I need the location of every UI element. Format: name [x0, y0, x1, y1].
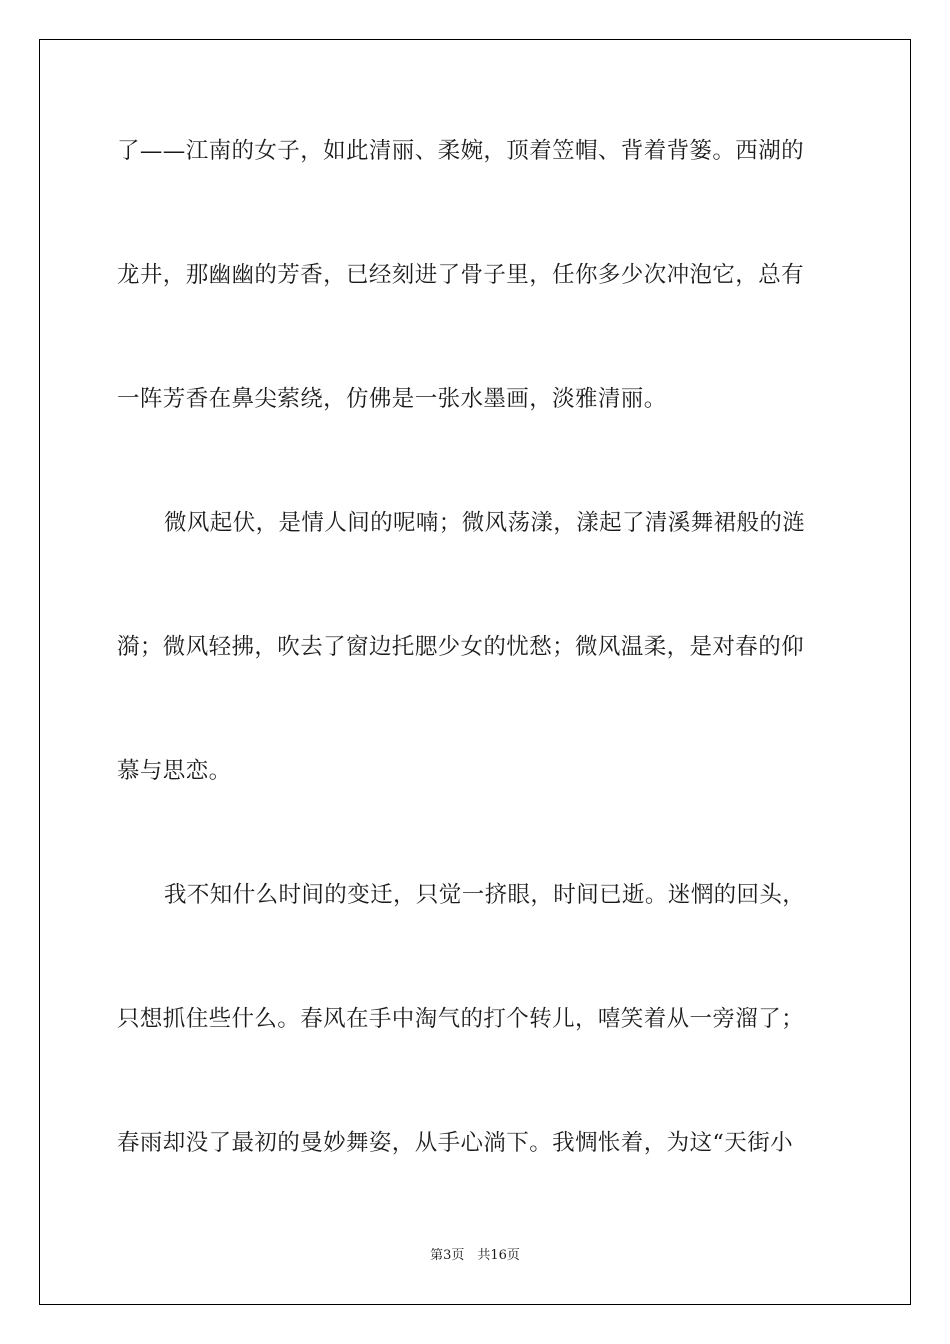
text-line: 春雨却没了最初的曼妙舞姿，从手心淌下。我惆怅着，为这“天街小 — [117, 1130, 794, 1156]
text-line: 了——江南的女子，如此清丽、柔婉，顶着笠帽、背着背篓。西湖的 — [117, 138, 805, 164]
page-border — [39, 39, 911, 1305]
text-line: 漪；微风轻拂，吹去了窗边托腮少女的忧愁；微风温柔，是对春的仰 — [117, 634, 805, 660]
text-line: 微风起伏，是情人间的呢喃；微风荡漾，漾起了清溪舞裙般的涟 — [164, 510, 806, 536]
text-line: 一阵芳香在鼻尖萦绕，仿佛是一张水墨画，淡雅清丽。 — [117, 386, 667, 412]
text-line: 龙井，那幽幽的芳香，已经刻进了骨子里，任你多少次冲泡它，总有 — [117, 262, 805, 288]
page-number: 第3页 共16页 — [430, 1248, 520, 1263]
text-line: 我不知什么时间的变迁，只觉一挤眼，时间已逝。迷惘的回头， — [164, 882, 806, 908]
text-line: 慕与思恋。 — [117, 758, 232, 784]
text-line: 只想抓住些什么。春风在手中淘气的打个转儿，嘻笑着从一旁溜了； — [117, 1006, 805, 1032]
